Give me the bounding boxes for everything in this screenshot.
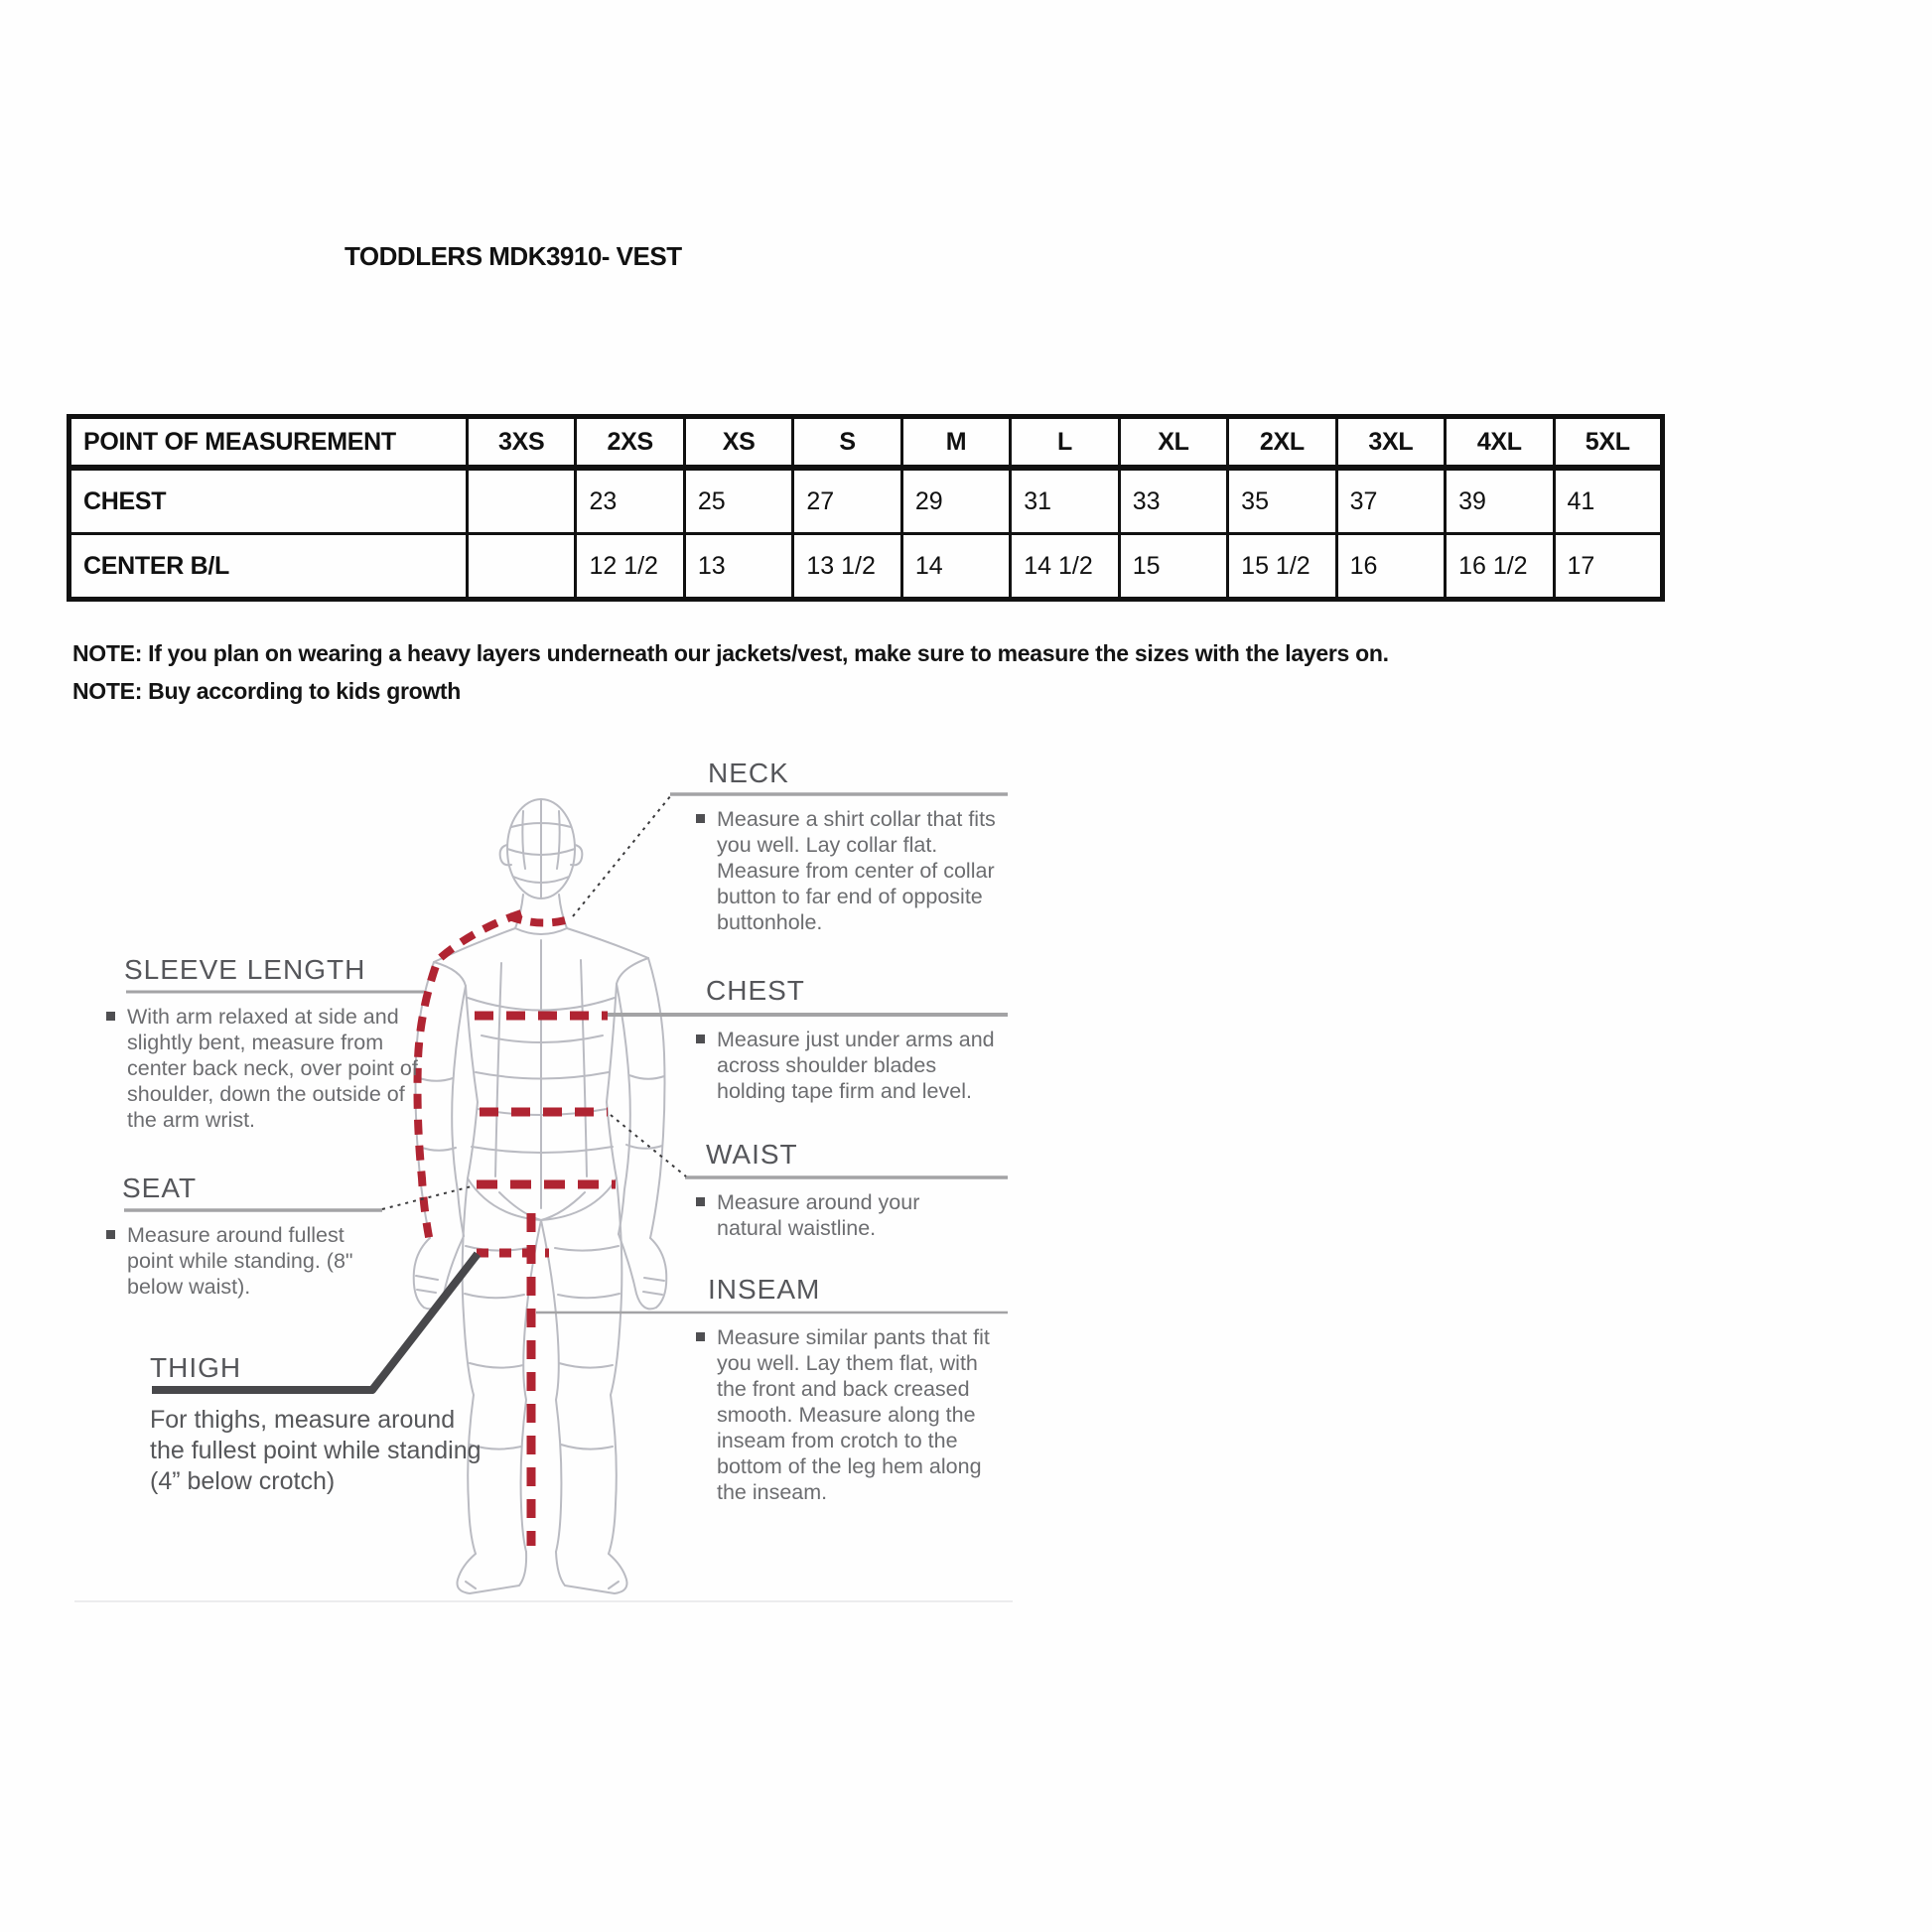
size-table xyxy=(67,414,1665,602)
size-value-cell xyxy=(468,534,576,600)
right-arm xyxy=(617,958,665,1238)
waist-description-text: Measure around your natural waistline. xyxy=(717,1190,920,1240)
thigh-description-text: For thighs, measure around the fullest point while standing (4” below crotch) xyxy=(150,1406,482,1495)
inseam-description-text: Measure similar pants that fit you well. Lay them flat, with the front and back creased smooth. Measure along the inseam from crotch to the bottom of the leg hem along the inseam. xyxy=(717,1325,990,1504)
size-value-cell: 14 xyxy=(901,534,1010,600)
page-title: TODDLERS MDK3910- VEST xyxy=(345,241,682,271)
right-foot xyxy=(556,1552,627,1593)
size-value-cell: 14 1/2 xyxy=(1011,534,1119,600)
sleeve-length-description xyxy=(106,1004,439,1133)
size-value-cell: 13 xyxy=(684,534,792,600)
sleeve-length-heading: SLEEVE LENGTH xyxy=(124,954,366,985)
size-column-header: 3XS xyxy=(468,417,576,469)
bullet-square-icon xyxy=(696,814,705,823)
bullet-square-icon xyxy=(696,1197,705,1206)
neck-description-text: Measure a shirt collar that fits you well. Lay collar flat. Measure from center of collar button to far end of opposite buttonhole. xyxy=(717,807,996,934)
size-column-header: 4XL xyxy=(1446,417,1554,469)
neck-outline xyxy=(515,895,567,934)
size-column-header: M xyxy=(901,417,1010,469)
waist-description xyxy=(696,1189,954,1241)
bullet-square-icon xyxy=(106,1012,115,1021)
size-value-cell: 33 xyxy=(1119,468,1227,534)
measurement-row-label: CHEST xyxy=(69,468,468,534)
inseam-description xyxy=(696,1324,1014,1505)
waist-connector xyxy=(611,1115,686,1176)
size-column-header: L xyxy=(1011,417,1119,469)
bullet-square-icon xyxy=(696,1332,705,1341)
size-column-header: 3XL xyxy=(1336,417,1445,469)
size-value-cell: 37 xyxy=(1336,468,1445,534)
chest-heading: CHEST xyxy=(706,975,805,1006)
size-value-cell: 16 xyxy=(1336,534,1445,600)
size-table-row xyxy=(69,534,1663,600)
left-foot xyxy=(458,1552,527,1593)
seat-description xyxy=(106,1222,384,1300)
measurement-column-header: POINT OF MEASUREMENT xyxy=(69,417,468,469)
size-value-cell: 15 xyxy=(1119,534,1227,600)
size-table-row xyxy=(69,468,1663,534)
right-hand xyxy=(619,1234,666,1309)
measurement-diagram xyxy=(74,750,1013,1623)
chest-description-text: Measure just under arms and across shoulder blades holding tape firm and level. xyxy=(717,1028,995,1103)
size-column-header: 5XL xyxy=(1554,417,1662,469)
size-value-cell: 13 1/2 xyxy=(793,534,901,600)
size-value-cell: 41 xyxy=(1554,468,1662,534)
left-leg xyxy=(463,1178,541,1554)
size-value-cell: 23 xyxy=(576,468,684,534)
size-column-header: XL xyxy=(1119,417,1227,469)
size-value-cell: 16 1/2 xyxy=(1446,534,1554,600)
sleeve-length-description-text: With arm relaxed at side and slightly bent, measure from center back neck, over point of shoulder, down the outside of the arm wrist. xyxy=(127,1005,418,1132)
thigh-heading: THIGH xyxy=(150,1352,242,1383)
inseam-heading: INSEAM xyxy=(708,1274,821,1305)
size-column-header: S xyxy=(793,417,901,469)
size-column-header: 2XS xyxy=(576,417,684,469)
size-value-cell xyxy=(468,468,576,534)
size-value-cell: 31 xyxy=(1011,468,1119,534)
size-table-header-row xyxy=(69,417,1663,469)
right-leg xyxy=(541,1178,621,1554)
seat-description-text: Measure around fullest point while standing. (8" below waist). xyxy=(127,1223,353,1299)
measurement-row-label: CENTER B/L xyxy=(69,534,468,600)
size-value-cell: 15 1/2 xyxy=(1228,534,1336,600)
note-layers: NOTE: If you plan on wearing a heavy layers underneath our jackets/vest, make sure to measure the sizes with the layers on. xyxy=(72,640,1389,666)
size-column-header: XS xyxy=(684,417,792,469)
size-value-cell: 39 xyxy=(1446,468,1554,534)
neck-description xyxy=(696,806,1014,935)
neck-connector xyxy=(573,795,671,916)
bullet-square-icon xyxy=(106,1230,115,1239)
size-value-cell: 25 xyxy=(684,468,792,534)
seat-heading: SEAT xyxy=(122,1173,198,1203)
size-column-header: 2XL xyxy=(1228,417,1336,469)
note-growth: NOTE: Buy according to kids growth xyxy=(72,678,462,704)
bullet-square-icon xyxy=(696,1035,705,1043)
size-value-cell: 27 xyxy=(793,468,901,534)
size-value-cell: 29 xyxy=(901,468,1010,534)
waist-heading: WAIST xyxy=(706,1139,798,1170)
chest-description xyxy=(696,1027,1014,1104)
size-value-cell: 35 xyxy=(1228,468,1336,534)
size-table-body xyxy=(69,468,1663,600)
size-value-cell: 17 xyxy=(1554,534,1662,600)
neck-heading: NECK xyxy=(708,758,789,788)
size-value-cell: 12 1/2 xyxy=(576,534,684,600)
